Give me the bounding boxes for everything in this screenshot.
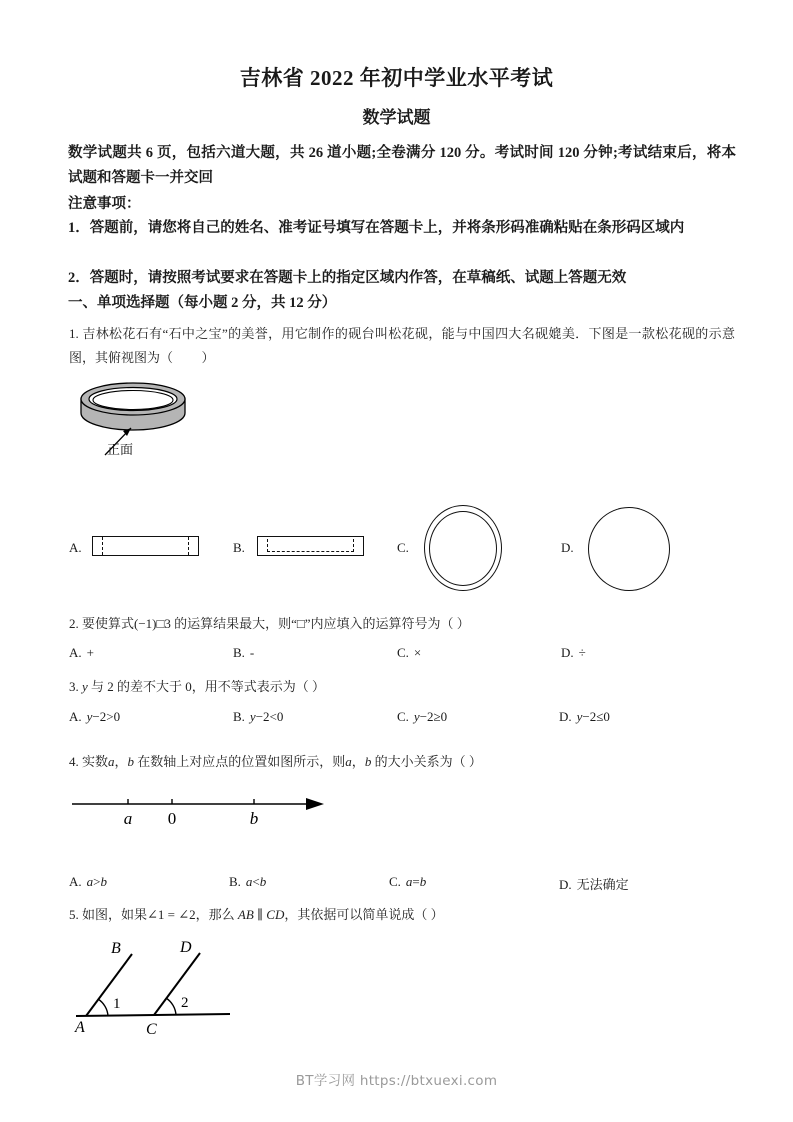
option-variable: y [576,709,583,724]
inner-circle [429,511,497,586]
dashed-u-shape [267,539,354,552]
option-label: B. [233,709,245,724]
option-label: C. [389,874,401,889]
option-text: + [86,645,94,660]
question-1-option-c-shape[interactable] [424,505,504,593]
question-3-option-d[interactable] [559,709,610,725]
page-subtitle: 数学试题 [362,108,431,127]
question-4-options [69,874,749,896]
option-text: 无法确定 [576,877,629,892]
option-label: A. [69,645,82,660]
option-expression: −2≥0 [419,709,448,724]
notice-item-2: 2．答题时，请按照考试要求在答题卡上的指定区域内作答，在草稿纸、试题上答题无效 [68,270,627,286]
parallel-lines-diagram [70,938,260,1048]
option-operator: > [93,874,101,889]
option-var-a: a [405,874,413,889]
question-4-var-a2: a [345,754,352,769]
number-line-figure [66,790,346,840]
option-variable: y [413,709,420,724]
notice-heading: 注意事项： [68,196,141,212]
question-1-option-c-label[interactable]: C. [397,540,409,555]
question-4-option-a[interactable] [69,874,107,890]
question-3-option-c[interactable] [397,709,447,725]
question-4-stem [69,750,735,774]
option-text: × [413,645,422,660]
section-heading-multiple-choice: 一、单项选择题（每小题 2 分，共 12 分） [68,295,337,311]
question-3-variable: y [82,679,88,694]
question-2-stem [69,612,735,636]
notice-item-1: 1．答题前，请您将自己的姓名、准考证号填写在答题卡上，并将条形码准确粘贴在条形码区域内 [68,220,685,236]
question-5-number: 5. 如图，如果∠1 = ∠2，那么 [69,907,238,922]
question-2-option-a[interactable] [69,645,94,661]
option-expression: −2<0 [255,709,284,724]
question-5-seg-ab: AB [237,907,254,922]
tick-label-0: 0 [167,809,177,828]
question-5-seg-cd: CD [266,907,285,922]
option-text: - [249,645,255,660]
option-var-b: b [419,874,427,889]
option-label: B. [229,874,241,889]
tick-label-a: a [123,809,133,828]
option-var-a: a [245,874,253,889]
option-label: D. [561,645,574,660]
inkstone-front-label: 正面 [107,442,134,457]
question-5-text-end: ，其依据可以简单说成（ ） [284,907,444,922]
question-4-option-c[interactable] [389,874,426,890]
number-line-diagram [66,790,346,840]
question-1-option-a-label[interactable]: A. [69,540,82,555]
option-label: D. [559,877,572,892]
option-label: D. [559,709,572,724]
question-3-option-b[interactable] [233,709,283,725]
question-4-option-b[interactable] [229,874,266,890]
option-label: C. [397,709,409,724]
question-5-parallel-symbol: ∥ [253,907,267,922]
option-text: ÷ [578,645,586,660]
question-4-option-d[interactable] [559,874,629,893]
question-3-text: 与 2 的差不大于 0，用不等式表示为（ ） [87,679,326,694]
question-2-options [69,645,749,667]
option-label: A. [69,874,82,889]
page-title: 吉林省 2022 年初中学业水平考试 [239,66,554,90]
option-expression: −2>0 [92,709,121,724]
question-4-sep: ， [114,754,128,769]
question-4-var-b2: b [364,754,372,769]
option-operator: < [252,874,260,889]
option-label: B. [233,645,245,660]
question-2-number: 2. [69,616,79,631]
question-2-option-d[interactable] [561,645,586,661]
point-label-b: B [111,940,121,957]
question-1-option-b-label[interactable]: B. [233,540,245,555]
question-1-option-a-shape[interactable] [92,536,199,556]
tick-label-b: b [249,809,259,828]
question-5-stem [69,903,735,927]
question-2-text: 要使算式(−1)□3 的运算结果最大，则“□”内应填入的运算符号为（ ） [82,616,470,631]
question-4-var-b: b [127,754,135,769]
option-variable: y [86,709,93,724]
question-4-text: 在数轴上对应点的位置如图所示，则 [134,754,346,769]
angle-label-2: 2 [181,995,189,1011]
point-label-a: A [75,1019,85,1036]
question-1-text-end: ） [201,350,215,365]
option-operator: = [412,874,420,889]
inkstone-figure [69,382,309,470]
question-3-options [69,709,749,731]
question-1-number: 1. [69,326,79,341]
question-1-option-d-label[interactable]: D. [561,540,574,555]
question-2-option-c[interactable] [397,645,421,661]
question-4-text-end: 的大小关系为（ ） [371,754,482,769]
question-4-number: 4. 实数 [69,754,109,769]
question-3-number: 3. [69,679,82,694]
question-3-option-a[interactable] [69,709,120,725]
point-label-d: D [180,939,192,956]
option-var-b: b [259,874,267,889]
site-watermark: BT学习网 https://btxuexi.com [295,1073,498,1089]
option-var-b: b [100,874,107,889]
option-label: A. [69,709,82,724]
option-expression: −2≤0 [582,709,610,724]
point-label-c: C [146,1021,157,1038]
question-1-option-d-shape[interactable] [588,507,670,591]
inkstone-diagram [69,382,309,470]
question-4-sep2: ， [351,754,365,769]
question-2-option-b[interactable] [233,645,254,661]
question-1-stem [69,322,735,370]
question-1-option-b-shape[interactable] [257,536,364,556]
question-4-var-a: a [108,754,115,769]
angle-label-1: 1 [113,996,121,1012]
question-5-figure [70,938,260,1048]
option-variable: y [249,709,256,724]
question-3-stem [69,675,735,699]
exam-intro-paragraph: 数学试题共 6 页，包括六道大题，共 26 道小题;全卷满分 120 分。考试时间 120 分钟;考试结束后，将本试题和答题卡一并交回 [68,145,736,186]
option-var-a: a [86,874,94,889]
question-1-options [69,505,749,597]
option-label: C. [397,645,409,660]
question-1-text: 吉林松花石有“石中之宝”的美誉，用它制作的砚台叫松花砚，能与中国四大名砚媲美．下图是一款松花砚的示意图，其俯视图为（ [69,326,736,365]
